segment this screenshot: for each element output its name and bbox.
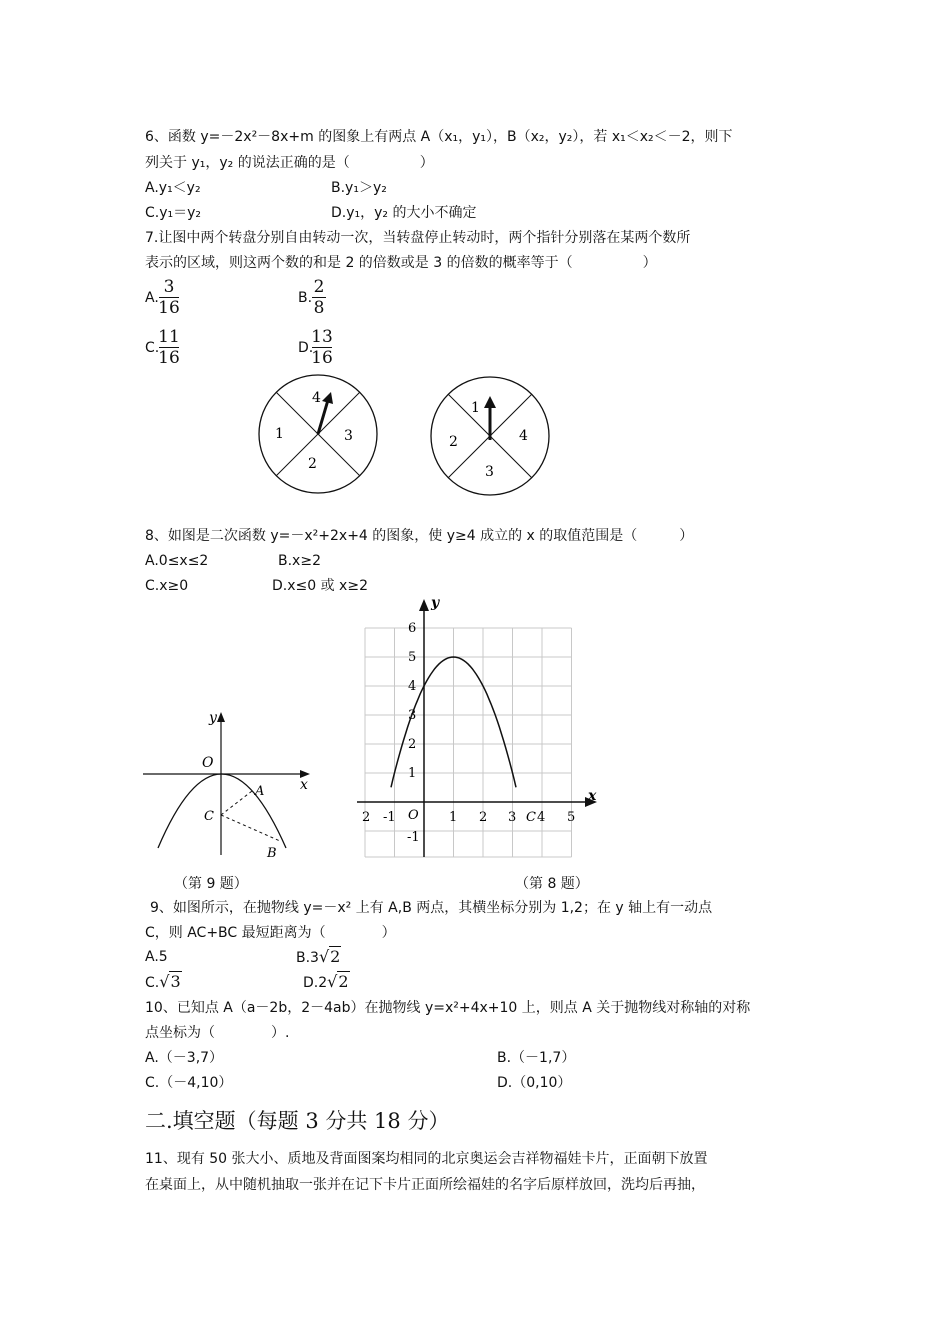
fig8-xtick: 2: [362, 810, 371, 825]
q8-option-c: C.x≥0: [145, 578, 189, 594]
q9-option-a: A.5: [145, 949, 168, 965]
denominator: 16: [311, 348, 333, 368]
section-heading: 二.填空题（每题 3 分共 18 分）: [145, 1109, 450, 1133]
q8-line1: 8、如图是二次函数 y=－x²+2x+4 的图象，使 y≥4 成立的 x 的取值范围是（ ）: [145, 528, 694, 544]
fig9-caption: （第 9 题）: [174, 876, 248, 892]
q7-option-d-fraction: [311, 327, 333, 368]
q9-option-d-prefix: D.2: [303, 975, 328, 991]
spinner-1-label-right: 3: [344, 428, 353, 444]
fig8-caption: （第 8 题）: [515, 876, 589, 892]
fig8-xtick: -1: [383, 810, 396, 825]
q7-option-a-label: A.: [145, 290, 159, 306]
fig8-ytick: 6: [408, 621, 417, 636]
q7-option-c-label: C.: [145, 340, 160, 356]
fig8-ytick: -1: [407, 830, 420, 845]
spinner-2: [425, 368, 565, 503]
q7-line2: 表示的区域，则这两个数的和是 2 的倍数或是 3 的倍数的概率等于（ ）: [145, 255, 657, 271]
q7-line1: 7.让图中两个转盘分别自由转动一次，当转盘停止转动时，两个指针分别落在某两个数所: [145, 230, 691, 246]
fig9-origin-label: O: [202, 755, 214, 771]
q7-option-d-label: D.: [298, 340, 314, 356]
denominator: 16: [158, 348, 180, 368]
q7-option-c-fraction: [158, 327, 180, 368]
spinner-1: [250, 368, 390, 498]
q10-line1: 10、已知点 A（a－2b，2－4ab）在抛物线 y=x²+4x+10 上，则点 A 关于抛物线对称轴的对称: [145, 1000, 751, 1016]
fig8-ytick: 1: [408, 766, 417, 781]
fig9-point-a-label: A: [255, 784, 265, 799]
q6-option-d: D.y₁，y₂ 的大小不确定: [331, 205, 477, 221]
fig9-point-c-label: C: [204, 809, 214, 824]
fig8-y-label: y: [431, 595, 440, 611]
q7-option-a-fraction: [158, 277, 180, 318]
spinner-2-label-right: 4: [519, 428, 528, 444]
q9-option-b-prefix: B.3: [296, 950, 319, 966]
fig9-y-label: y: [209, 710, 217, 726]
fig9-point-b-label: B: [267, 846, 277, 861]
fig8-ytick: 2: [408, 737, 417, 752]
fig8-xtick: 1: [449, 810, 458, 825]
denominator: 16: [158, 298, 180, 318]
numerator: 11: [158, 327, 180, 347]
fig8-xtick: 5: [567, 810, 576, 825]
fig8-ytick: 5: [408, 650, 417, 665]
q9-line1: 9、如图所示，在抛物线 y=－x² 上有 A,B 两点，其横坐标分别为 1,2；在 y 轴上有一动点: [150, 900, 713, 916]
q9-option-b: B.3√2: [296, 947, 341, 966]
q6-option-a: A.y₁＜y₂: [145, 180, 201, 196]
fig8-point-c-label: C: [526, 810, 536, 825]
numerator: 3: [163, 277, 175, 297]
q6-line1: 6、函数 y=－2x²－8x+m 的图象上有两点 A（x₁，y₁），B（x₂，y₂），若 x₁＜x₂＜－2，则下: [145, 129, 733, 145]
q9-option-d-radicand: 2: [338, 972, 349, 991]
fig8-xtick: 2: [479, 810, 488, 825]
numerator: 2: [313, 277, 325, 297]
q10-option-a: A.（－3,7）: [145, 1050, 224, 1066]
spinner-1-label-bottom: 2: [308, 456, 317, 472]
q8-option-a: A.0≤x≤2: [145, 553, 209, 569]
parabola: [158, 774, 286, 848]
fig8-origin-label: O: [408, 808, 419, 823]
fig8-x-label: x: [588, 788, 597, 804]
spinner-1-label-top: 4: [312, 390, 321, 406]
fig8-xtick: 3: [508, 810, 517, 825]
numerator: 13: [311, 327, 333, 347]
q10-option-c: C.（－4,10）: [145, 1075, 233, 1091]
fig8-ytick: 3: [408, 708, 417, 723]
spinner-1-label-left: 1: [275, 426, 284, 442]
q6-option-c: C.y₁＝y₂: [145, 205, 202, 221]
denominator: 8: [313, 298, 325, 318]
fig9-x-label: x: [300, 777, 308, 793]
q9-option-b-radicand: 2: [330, 947, 341, 966]
q8-option-b: B.x≥2: [278, 553, 321, 569]
q7-option-b-fraction: [311, 277, 327, 318]
q9-option-c: C.√3: [145, 972, 181, 991]
q6-line2: 列关于 y₁，y₂ 的说法正确的是（ ）: [145, 155, 434, 171]
q11-line1: 11、现有 50 张大小、质地及背面图案均相同的北京奥运会吉祥物福娃卡片，正面朝下放置: [145, 1151, 708, 1167]
q6-option-b: B.y₁＞y₂: [331, 180, 387, 196]
q9-line2: C，则 AC+BC 最短距离为（ ）: [145, 925, 396, 941]
spinner-2-label-left: 2: [449, 434, 458, 450]
q10-option-d: D.（0,10）: [497, 1075, 572, 1091]
figure-8: [355, 593, 610, 868]
spinner-2-label-bottom: 3: [485, 464, 494, 480]
q9-option-c-prefix: C.: [145, 975, 160, 991]
q9-option-c-radicand: 3: [170, 972, 181, 991]
spinner-2-label-top: 1: [471, 400, 480, 416]
q11-line2: 在桌面上，从中随机抽取一张并在记下卡片正面所绘福娃的名字后原样放回，洗均后再抽，: [145, 1177, 705, 1193]
figure-9: [140, 700, 320, 865]
q9-option-d: D.2√2: [303, 972, 349, 991]
q10-option-b: B.（－1,7）: [497, 1050, 576, 1066]
q8-option-d: D.x≤0 或 x≥2: [272, 578, 368, 594]
fig8-xtick: 4: [537, 810, 546, 825]
fig8-ytick: 4: [408, 679, 417, 694]
q10-line2: 点坐标为（ ）.: [145, 1025, 290, 1041]
q7-option-b-label: B.: [298, 290, 313, 306]
